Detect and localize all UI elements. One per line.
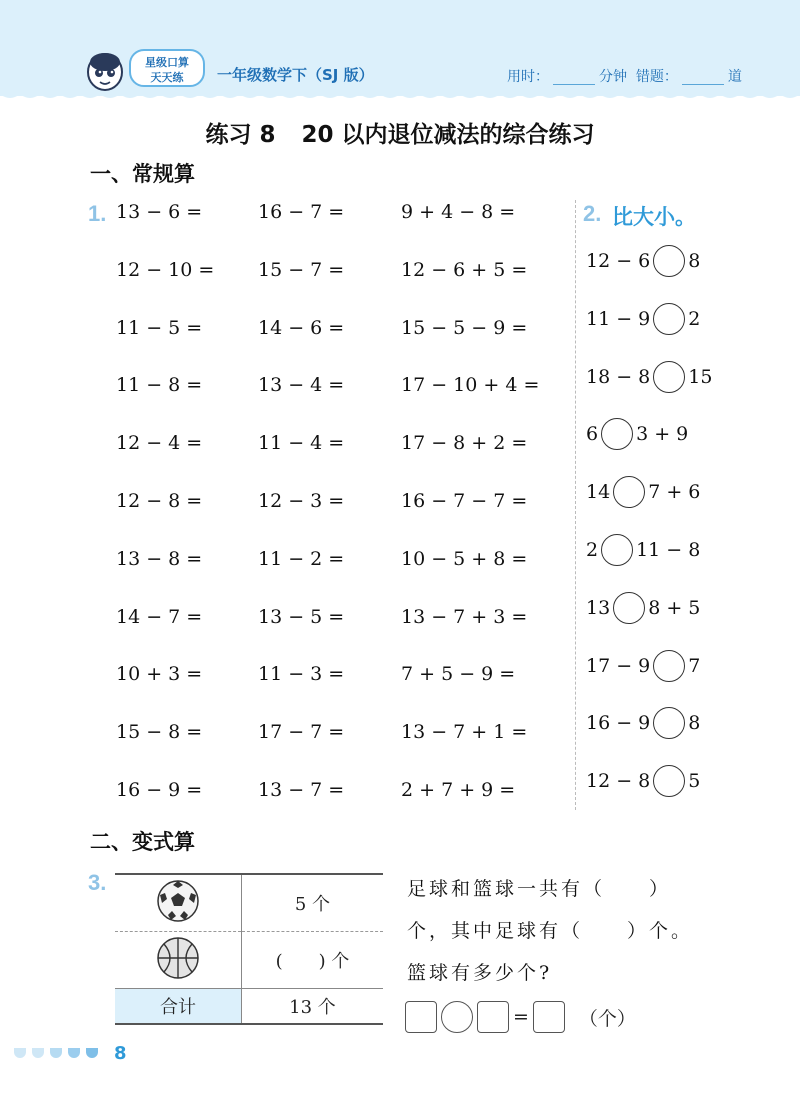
- compare-left: 12 − 6: [586, 250, 651, 272]
- compare-item: [586, 418, 688, 450]
- compare-right: 2: [688, 307, 701, 330]
- time-record: [507, 66, 742, 86]
- table-row: [115, 989, 383, 1025]
- errors-blank[interactable]: [682, 70, 724, 85]
- column-divider: [575, 200, 576, 810]
- ball-table: [115, 873, 383, 1025]
- compare-left: 14: [586, 481, 611, 504]
- compare-right: 8: [688, 250, 701, 272]
- footer-dot: [86, 1048, 98, 1058]
- soccer-count: 5 个: [242, 874, 384, 932]
- footer-decoration: [14, 1048, 104, 1058]
- section-variant: 二、变式算: [90, 830, 195, 854]
- q1-equation: 16 − 7 =: [258, 201, 345, 223]
- compare-left: 2: [586, 539, 599, 561]
- svg-text:星级口算: 星级口算: [145, 56, 189, 69]
- footer-dot: [32, 1048, 44, 1058]
- compare-item: [586, 650, 700, 682]
- q3-line-1: 足球和篮球一共有（ ）: [407, 878, 672, 900]
- q1-equation: 14 − 6 =: [258, 316, 345, 339]
- table-row: [115, 874, 383, 932]
- compare-right: 7 + 6: [648, 481, 701, 504]
- q1-label: 1.: [88, 201, 107, 226]
- compare-item: [586, 707, 700, 739]
- compare-circle[interactable]: [601, 534, 633, 566]
- compare-right: 15: [688, 365, 713, 388]
- table-row: [115, 932, 383, 989]
- q1-equation: 9 + 4 − 8 =: [401, 201, 516, 223]
- compare-right: 8 + 5: [648, 596, 701, 619]
- q1-equation: 17 − 7 =: [258, 721, 345, 744]
- compare-circle[interactable]: [653, 303, 685, 335]
- q1-equation: 15 − 8 =: [116, 721, 203, 744]
- footer-dot: [14, 1048, 26, 1058]
- q1-equation: 12 − 3 =: [258, 490, 345, 512]
- footer-dot: [50, 1048, 62, 1058]
- time-label: 用时：: [507, 69, 549, 85]
- q3-line-2: 个，其中足球有（ ）个。: [407, 920, 694, 942]
- compare-left: 17 − 9: [586, 654, 651, 677]
- q1-equation: 14 − 7 =: [116, 605, 203, 628]
- compare-left: 6: [586, 423, 599, 446]
- basketball-icon: [156, 936, 200, 980]
- q1-equation: 13 − 8 =: [116, 547, 203, 570]
- q1-equation: 16 − 9 =: [116, 779, 203, 801]
- section-regular: 一、常规算: [90, 162, 195, 186]
- compare-circle[interactable]: [613, 592, 645, 624]
- q1-equation: 10 + 3 =: [116, 663, 203, 686]
- compare-circle[interactable]: [613, 476, 645, 508]
- q2-title: 比大小。: [612, 205, 696, 229]
- compare-circle[interactable]: [601, 418, 633, 450]
- q1-equation: 15 − 5 − 9 =: [401, 316, 528, 339]
- q1-equation: 12 − 4 =: [116, 432, 203, 455]
- q1-equation: 15 − 7 =: [258, 258, 345, 281]
- errors-label: 错题：: [635, 69, 678, 85]
- soccer-cell: [115, 874, 242, 932]
- q1-equation: 2 + 7 + 9 =: [401, 779, 516, 801]
- q1-equation: 13 − 7 + 3 =: [401, 605, 528, 628]
- compare-right: 5: [688, 770, 701, 793]
- compare-item: [586, 765, 700, 797]
- q1-equation: 10 − 5 + 8 =: [401, 547, 528, 570]
- compare-left: 13: [586, 596, 611, 619]
- q1-equation: 13 − 5 =: [258, 605, 345, 628]
- q1-equation: 16 − 7 − 7 =: [401, 490, 528, 512]
- q1-equation: 7 + 5 − 9 =: [401, 663, 516, 686]
- page-title: [0, 116, 800, 149]
- compare-circle[interactable]: [653, 361, 685, 393]
- compare-left: 16 − 9: [586, 712, 651, 735]
- q1-equation: 11 − 3 =: [258, 663, 345, 686]
- answer-box-2[interactable]: [477, 1001, 509, 1033]
- footer-dot: [68, 1048, 80, 1058]
- page-number: 8: [114, 1043, 127, 1064]
- total-count: 13 个: [242, 989, 384, 1025]
- compare-right: 11 − 8: [636, 539, 701, 561]
- equals-sign: =: [513, 1006, 529, 1028]
- answer-equation: [405, 1001, 636, 1033]
- q1-equation: 13 − 7 =: [258, 779, 345, 801]
- answer-unit: （个）: [578, 1007, 636, 1030]
- total-label: 合计: [115, 989, 242, 1025]
- q1-equation: 13 − 4 =: [258, 374, 345, 397]
- compare-left: 18 − 8: [586, 365, 651, 388]
- book-title: 一年级数学下（SJ 版）: [217, 66, 374, 84]
- operator-circle[interactable]: [441, 1001, 473, 1033]
- basketball-cell: [115, 932, 242, 989]
- exercise-number: 练习 8: [205, 122, 276, 148]
- compare-circle[interactable]: [653, 650, 685, 682]
- compare-circle[interactable]: [653, 707, 685, 739]
- q1-equation: 12 − 8 =: [116, 490, 203, 512]
- q3-label: 3.: [88, 870, 107, 895]
- q1-equation: 17 − 10 + 4 =: [401, 374, 540, 397]
- answer-box-result[interactable]: [533, 1001, 565, 1033]
- compare-item: [586, 592, 700, 624]
- soccer-ball-icon: [156, 879, 200, 923]
- q1-equation: 12 − 6 + 5 =: [401, 258, 528, 281]
- exercise-title: 20 以内退位减法的综合练习: [301, 122, 595, 148]
- svg-text:天天练: 天天练: [150, 71, 184, 84]
- compare-circle[interactable]: [653, 765, 685, 797]
- brand-logo: [78, 44, 228, 104]
- q1-equation: 17 − 8 + 2 =: [401, 432, 528, 455]
- q1-equation: 13 − 7 + 1 =: [401, 721, 528, 744]
- q1-equation: 11 − 5 =: [116, 316, 203, 339]
- q1-equation: 11 − 2 =: [258, 547, 345, 570]
- q1-equation: 13 − 6 =: [116, 201, 203, 223]
- compare-right: 3 + 9: [636, 423, 689, 446]
- time-blank[interactable]: [553, 70, 595, 85]
- basketball-count[interactable]: ( ) 个: [242, 932, 384, 989]
- q1-equation: 11 − 8 =: [116, 374, 203, 397]
- q2-label: 2.: [583, 201, 602, 226]
- q1-equation: 12 − 10 =: [116, 258, 215, 281]
- compare-item: [586, 303, 700, 335]
- compare-right: 7: [688, 654, 701, 677]
- q1-equation: 11 − 4 =: [258, 432, 345, 455]
- compare-item: [586, 534, 700, 566]
- compare-item: [586, 245, 700, 277]
- answer-box-1[interactable]: [405, 1001, 437, 1033]
- errors-unit: 道: [727, 69, 742, 85]
- compare-item: [586, 361, 712, 393]
- compare-circle[interactable]: [653, 245, 685, 277]
- time-unit: 分钟: [599, 69, 627, 85]
- compare-left: 11 − 9: [586, 307, 651, 330]
- compare-right: 8: [688, 712, 701, 735]
- compare-left: 12 − 8: [586, 770, 651, 793]
- q3-line-3: 篮球有多少个?: [407, 962, 553, 984]
- compare-item: [586, 476, 700, 508]
